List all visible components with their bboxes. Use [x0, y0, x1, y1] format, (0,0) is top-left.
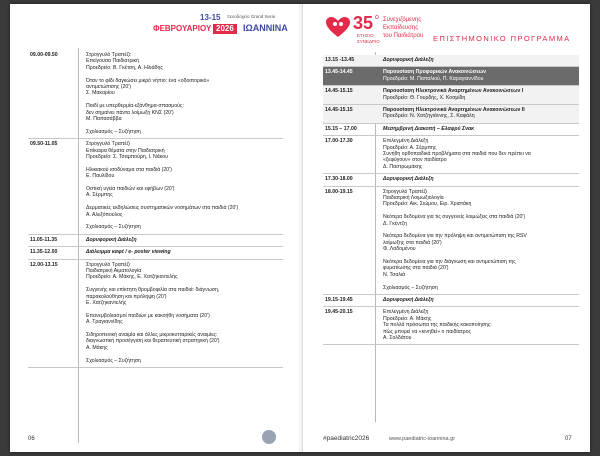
- sponsor-logo-icon: [262, 430, 276, 444]
- session-time: 14.45-15.15: [325, 107, 353, 113]
- session-time: 09.50-11.05: [30, 141, 58, 148]
- venue-name: Ξενοδοχείο Grand Serai: [227, 14, 275, 19]
- session-line: πώς μπορεί να «κινηθεί» ο παιδίατρος: [383, 328, 471, 335]
- congress-line1: Συνεχιζόμενης: [383, 17, 422, 23]
- session-line: Επιλεγμένη Διάλεξη: [383, 309, 429, 316]
- session-line: Ηλικιακού ισοδύναμα στα παιδιά (20'): [86, 166, 172, 173]
- session-line: Δορυφορική Διάλεξη: [86, 236, 137, 243]
- session-time: 13.45-14.45: [325, 69, 353, 76]
- left-page-number: 06: [28, 436, 35, 442]
- brochure-spread: [10, 4, 590, 452]
- session-separator: [28, 234, 283, 235]
- session-line: φυματίωσης στα παιδιά (20'): [383, 265, 449, 272]
- session-time: 15.15 – 17.00: [325, 125, 357, 132]
- session-line: Α. Αλεξόπουλος: [86, 211, 123, 218]
- session-line: Προεδρείο: Σ. Τσαμπούρη, Ι. Νάκου: [86, 154, 169, 160]
- session-line: Μεσημβρινή Διακοπή – Ελαφρύ Σνακ: [383, 125, 475, 132]
- session-line: Στρογγυλό Τραπέζι: [86, 261, 130, 268]
- session-line: Προεδρείο: Ν. Χατζηγιάννης, Σ. Καφάλη: [383, 113, 475, 120]
- session-highlight-band: [323, 55, 579, 66]
- session-time: 11.05-11.35: [30, 236, 58, 243]
- session-separator: [323, 123, 579, 124]
- hashtag: #paediatric2026: [323, 435, 370, 442]
- program-title: ΕΠΙΣΤΗΜΟΝΙΚΟ ΠΡΟΓΡΑΜΜΑ: [433, 34, 571, 43]
- session-line: Σχολιασμός – Συζήτηση: [383, 284, 438, 291]
- session-line: Σχολιασμός – Συζήτηση: [86, 357, 141, 364]
- session-line: Συγγενής και επίκτητη θρομβοφιλία στα παιδιά: διάγνωση,: [86, 287, 220, 294]
- session-line: Δορυφορική Διάλεξη: [383, 57, 434, 63]
- session-line: Οστική υγεία παιδιών και εφήβων (20'): [86, 186, 175, 192]
- session-time: 09.00-09.50: [30, 52, 58, 58]
- congress-word2: ΣΥΝΕΔΡΙΟ: [357, 39, 380, 44]
- right-page: [303, 4, 590, 452]
- website-url: www.paediatric-ioannina.gr: [389, 436, 456, 442]
- session-separator: [323, 135, 579, 136]
- session-line: Α. Τραγιαννίδης: [86, 319, 123, 326]
- session-separator: [323, 306, 579, 307]
- session-separator: [323, 294, 579, 295]
- event-city: ΙΩΑΝΝΙΝΑ: [243, 23, 288, 33]
- session-separator: [28, 367, 283, 368]
- congress-line2: Εκπαίδευσης: [383, 25, 419, 31]
- session-line: λοίμωξης στα παιδιά (20'): [383, 239, 442, 246]
- right-page-number: 07: [565, 436, 572, 442]
- session-line: Α. Μάκης: [86, 344, 108, 351]
- session-line: παρακολούθηση και πρόληψη (20'): [86, 293, 167, 300]
- session-separator: [28, 259, 283, 260]
- congress-line3: του Παιδιάτρου: [383, 33, 424, 39]
- session-line: Παρουσίαση Ηλεκτρονικά Αναρτημένων Ανακοινώσεων I: [383, 88, 524, 95]
- session-line: Στρογγυλό Τραπέζι: [383, 188, 427, 195]
- session-time: 13.15 -13.45: [325, 57, 355, 63]
- session-line: Ε. Παυλίδου: [86, 173, 115, 180]
- session-line: Προεδρείο: Α. Σέρμπης: [383, 144, 437, 151]
- session-line: Παιδί με υπερθερμία-εξάνθημα-σπασμούς:: [86, 103, 184, 110]
- heart-logo-icon: [325, 16, 351, 43]
- session-time: 17.00-17.30: [325, 138, 353, 145]
- session-line: Παιδιατρική Λοιμωξιολογία: [383, 195, 444, 201]
- session-line: Δερματικές εκδηλώσεις συστηματικών νοσημάτων στα παιδιά (20'): [86, 205, 239, 212]
- session-line: Επανεμβολιασμοί παιδιών με κακοήθη νοσήματα (20'): [86, 312, 210, 319]
- session-line: Παιδιατρική Αιματολογία: [86, 268, 142, 274]
- session-line: Δ. Παστρωμάκης: [383, 163, 423, 170]
- session-line: Ν. Τσαλιά: [383, 271, 406, 278]
- session-line: Δ. Γκέντζη: [383, 220, 407, 227]
- session-line: αντιμετώπισης (20'): [86, 84, 132, 90]
- event-dates: 13-15: [200, 13, 221, 22]
- session-separator: [323, 186, 579, 187]
- event-year: 2026: [213, 24, 237, 34]
- session-line: Επίκαιρα θέματα στην Παιδιατρική: [86, 147, 165, 154]
- session-line: Σχολιασμός – Συζήτηση: [86, 128, 141, 135]
- session-line: Παρουσίαση Προφορικών Ανακοινώσεων: [383, 69, 487, 76]
- session-line: «ξεφύγουν» στον παιδίατρο: [383, 157, 447, 164]
- session-line: Προεδρείο: Μ. Παπαλιού, Π. Καραγιαννίδου: [383, 75, 484, 82]
- session-time: 11.35-12.00: [30, 249, 58, 256]
- session-line: Νεότερα δεδομένα για την πρόληψη και αντιμετώπιση της RSV: [383, 233, 527, 240]
- session-time: 12.00-13.15: [30, 261, 58, 268]
- session-line: Επείγουσα Παιδιατρική: [86, 58, 140, 65]
- session-line: Προεδρείο: Θ. Γουρδής, Χ. Κοσμίδη: [383, 94, 466, 101]
- session-line: Δορυφορική Διάλεξη: [383, 176, 434, 183]
- session-line: Στρογγυλό Τραπέζι:: [86, 52, 132, 58]
- session-time: 18.00-19.15: [325, 188, 353, 195]
- session-line: διαγνωστική προσέγγιση και θεραπευτική στρατηγική (20'): [86, 338, 220, 345]
- session-line: Προεδρείο: Β. Γκέτση, Α. Ηλιάδης: [86, 64, 163, 71]
- session-line: Δορυφορική Διάλεξη: [383, 297, 434, 303]
- session-line: Α. Σέρμπης: [86, 192, 113, 199]
- session-line: Διάλειμμα καφέ / e- poster viewing: [86, 249, 171, 256]
- session-separator: [323, 173, 579, 174]
- session-line: δεν σημαίνει πάντα λοίμωξη ΚΝΣ (20'): [86, 109, 174, 116]
- session-separator: [28, 246, 283, 247]
- session-line: Παρουσίαση Ηλεκτρονικά Αναρτημένων Ανακοινώσεων II: [383, 107, 525, 113]
- session-line: Σχολιασμός – Συζήτηση: [86, 224, 141, 231]
- event-month: ΦΕΒΡΟΥΑΡΙΟΥ: [153, 24, 212, 33]
- session-line: Νεότερα δεδομένα για την διάγνωση και αντιμετώπιση της: [383, 259, 516, 265]
- session-time: 19.45-20.15: [325, 309, 353, 316]
- session-line: Α. Σολδάτου: [383, 335, 412, 341]
- congress-word1: ΕΤΗΣΙΟ: [357, 33, 374, 38]
- congress-ordinal: ο: [375, 14, 379, 21]
- session-time: 17.30-18.00: [325, 176, 353, 183]
- session-separator: [28, 138, 283, 139]
- session-line: Όταν το φίδι δαγκώσει μικρό νήπιο: ένα «οδοιπορικό»: [86, 77, 210, 84]
- session-time: 19.15-19.45: [325, 297, 353, 303]
- session-line: Ε. Χατζηκαντελής: [86, 300, 127, 306]
- session-line: Στρογγυλό Τραπέζι: [86, 141, 130, 148]
- session-line: Συνήθη ορθοπαιδικά προβλήματα στα παιδιά που δεν πρέπει να: [383, 151, 531, 157]
- session-line: Μ. Παπασάββα: [86, 116, 122, 122]
- session-line: Προεδρείο: Αικ. Σιώμου, Ειρ. Χριστάκη: [383, 201, 472, 208]
- session-time: 14.45-15.15: [325, 88, 353, 95]
- session-line: Προεδρείο: Α. Μάκης, Ε. Χατζηκαντελής: [86, 274, 178, 281]
- session-line: Επιλεγμένη Διάλεξη: [383, 138, 429, 145]
- session-line: Προεδρείο: Α. Μάκης: [383, 315, 432, 322]
- session-line: Σιδηροπενική αναιμία και άλλες μικροκυτταρικές αναιμίες:: [86, 332, 218, 338]
- session-separator: [323, 344, 579, 345]
- congress-number: 35: [353, 13, 374, 33]
- session-line: Νεότερα δεδομένα για τις συγγενείς λοιμώξεις στα παιδιά (20'): [383, 214, 526, 221]
- session-line: Σ. Μακαρίου: [86, 90, 115, 97]
- session-line: Τα πολλά πρόσωπα της παιδικής κακοποίησης:: [383, 322, 492, 329]
- session-line: Φ. Λαδομένου: [383, 246, 416, 253]
- left-page: [10, 4, 299, 452]
